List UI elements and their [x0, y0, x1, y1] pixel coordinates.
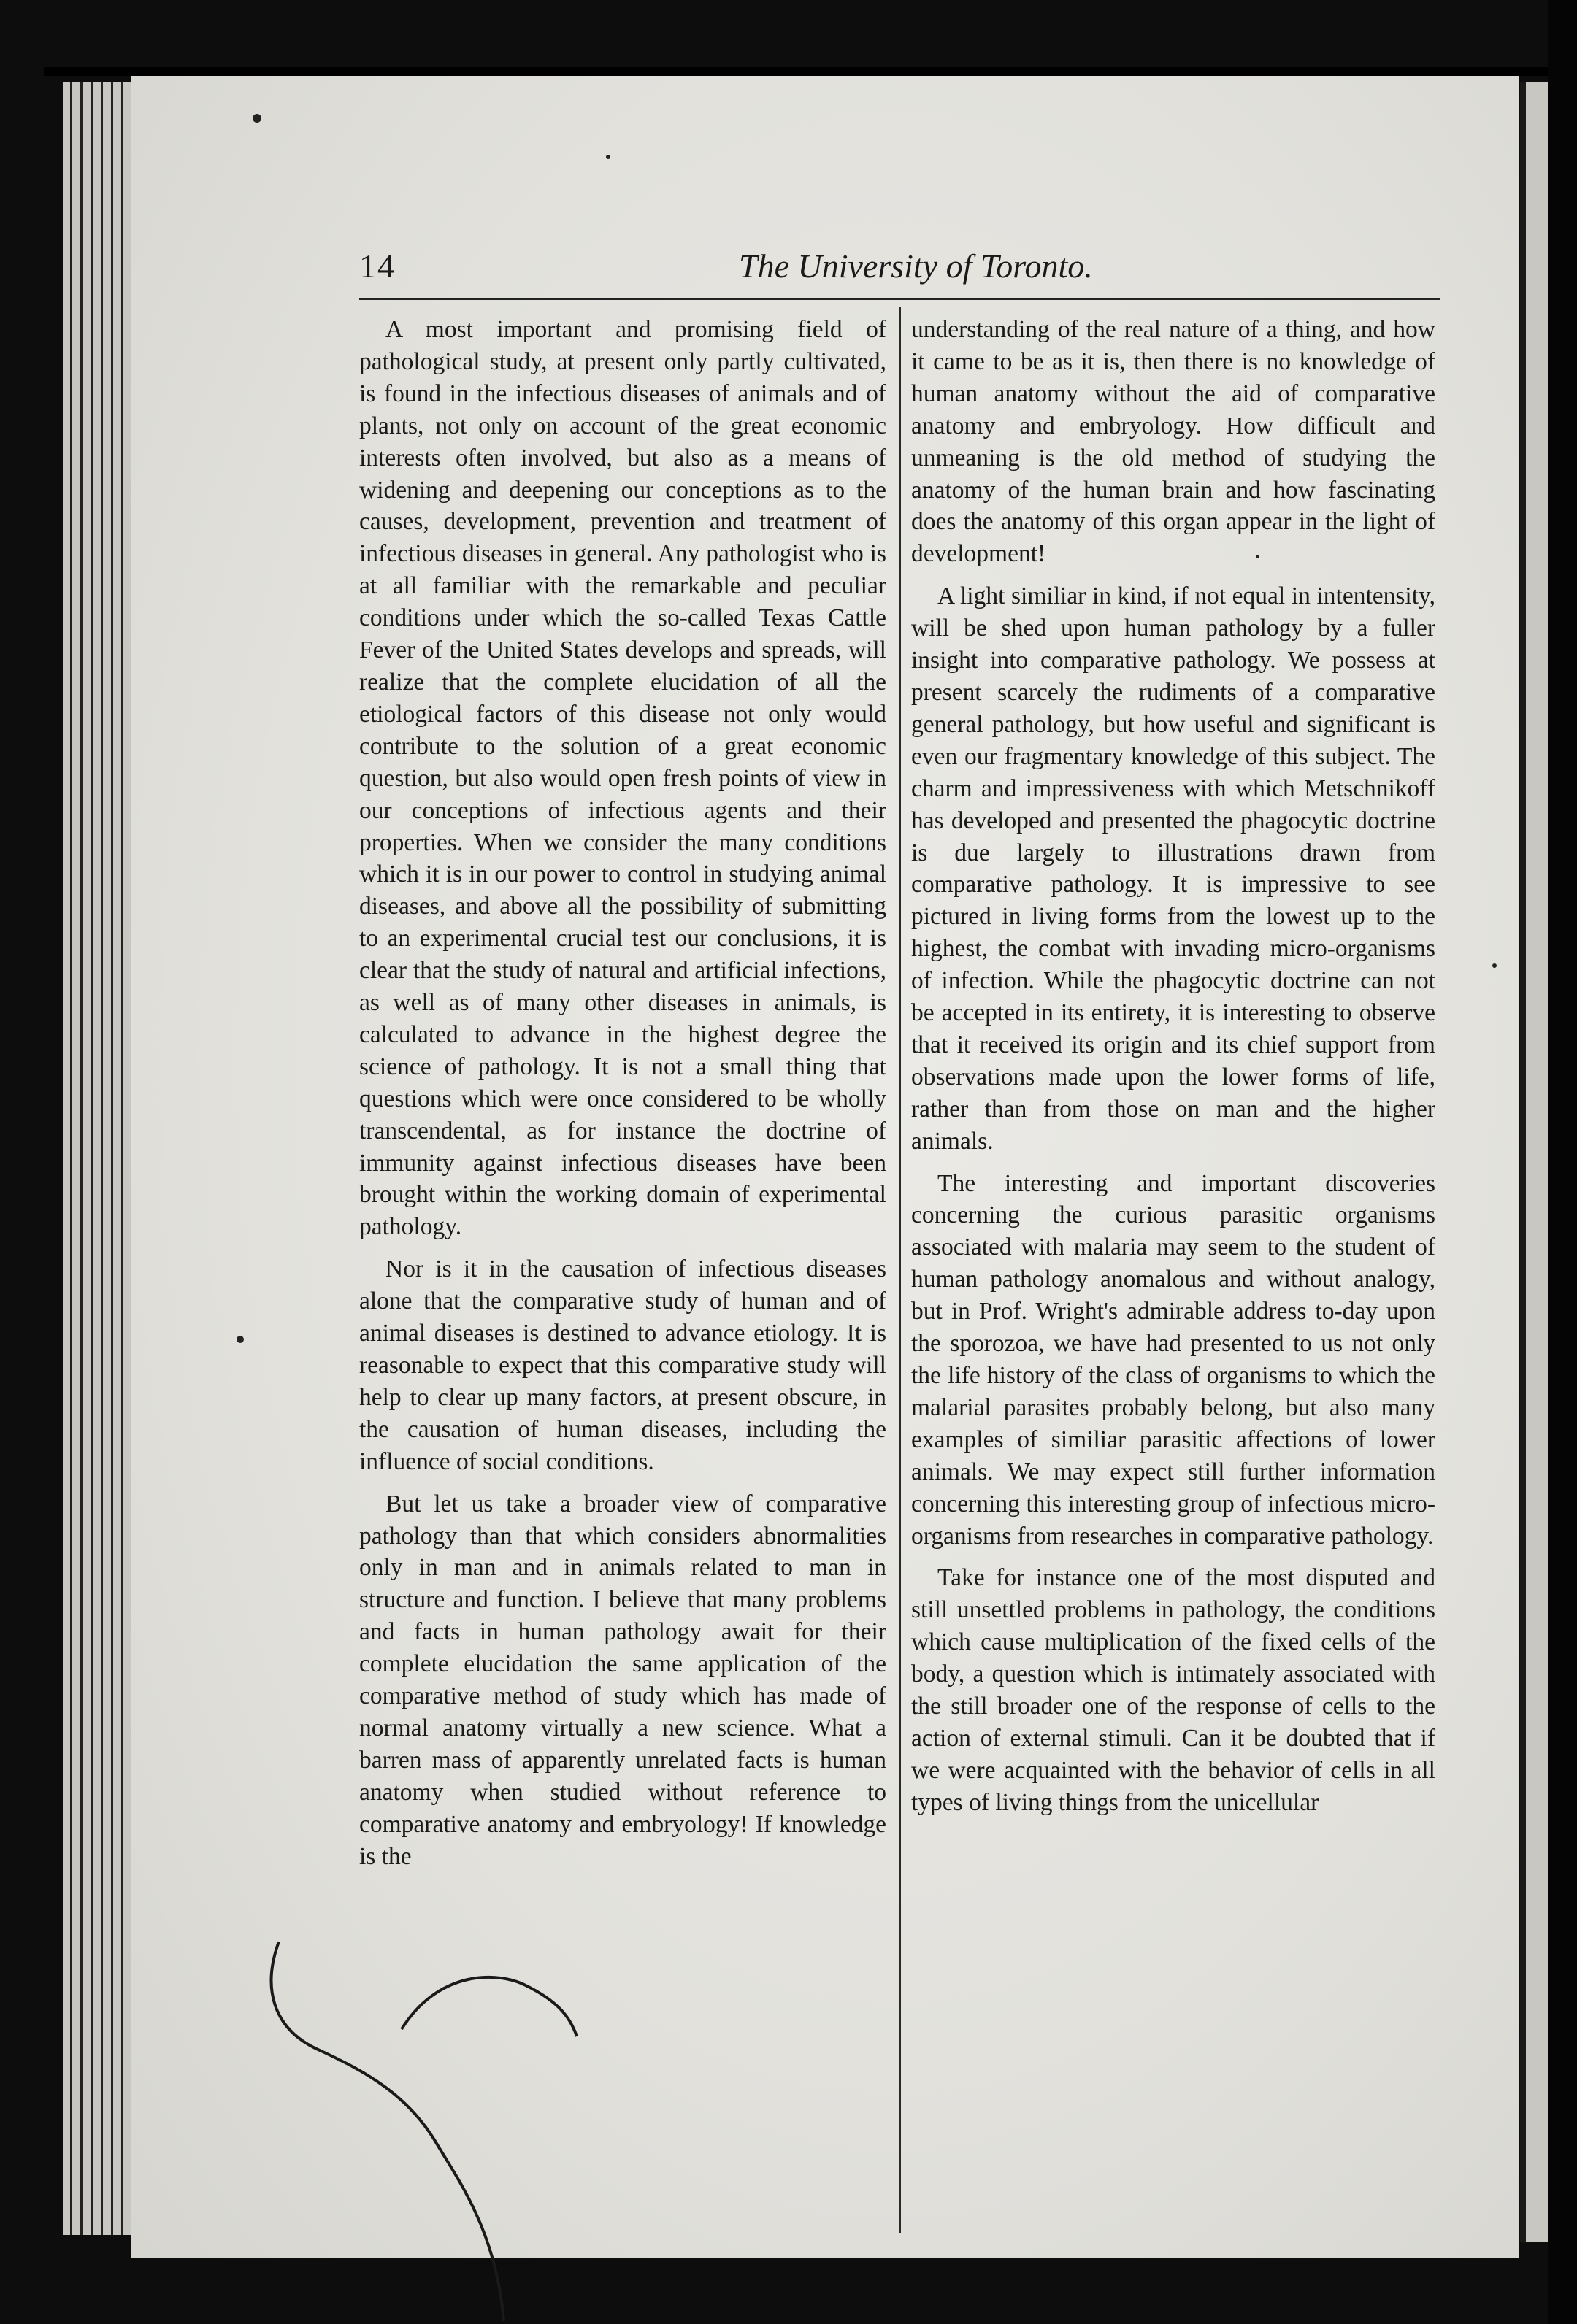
left-column — [359, 314, 886, 1883]
paragraph: The interesting and important discoveries concerning the curious parasitic organisms associated with malaria may seem to the student of human pathology anomalous and without analogy, but in Prof. Wright's admirable address to-day upon the sporozoa, we have had presented to us not only the life history of the class of organisms to which the malarial parasites probably belong, but also many examples of similiar parasitic affections of lower animals. We may expect still further information concerning this interesting group of infectious micro-organisms from researches in comparative pathology. — [911, 1169, 1435, 1550]
paragraph: Take for instance one of the most disputed and still unsettled problems in pathology, the conditions which cause multiplication of the fixed cells of the body, a question which is intimately associated with the still broader one of the response of cells to the action of external stimuli. Can it be doubted that if we were acquainted with the behavior of cells in all types of living things from the unicellular — [911, 1564, 1435, 1816]
paragraph: understanding of the real nature of a thing, and how it came to be as it is, then there is no knowledge of human anatomy without the aid of comparative anatomy and embryology. How difficult and unmeaning is the old method of studying the anatomy of the human brain and how fascinating does the anatomy of this organ appear in the light of development! — [911, 316, 1435, 568]
page-right-edge — [1520, 82, 1526, 2242]
paragraph: A most important and promising field of pathological study, at present only partly cultivated, is found in the infectious diseases of animals and of plants, not only on account of the great economic interests often involved, but also as a means of widening and deepening our conceptions as to the causes, development, prevention and treatment of infectious diseases in general. Any pathologist who is at all familiar with the remarkable and peculiar conditions under which the so-called Texas Cattle Fever of the United States develops and spreads, will realize that the complete elucidation of all the etiological factors of this disease not only would contribute to the solution of a great economic question, but also would open fresh points of view in our conceptions of infectious agents and their properties. When we consider the many conditions which it is in our power to control in studying animal diseases, and above all the possibility of submitting to an experimental crucial test our conclusions, it is clear that the study of natural and artificial infections, as well as of many other diseases in animals, is calculated to advance in the highest degree the science of pathology. It is not a small thing that questions which were once considered to be wholly transcendental, as for instance the doctrine of immunity against infectious diseases have been brought within the working domain of experimental pathology. — [359, 316, 886, 1241]
running-head: The University of Toronto. — [739, 247, 1093, 285]
right-column — [911, 314, 1435, 1829]
scan-right-margin — [1548, 0, 1577, 2324]
header-rule — [359, 298, 1440, 300]
pen-mark — [263, 1942, 642, 2321]
page-header — [359, 241, 1440, 292]
scan-top-border — [44, 67, 1548, 76]
column-divider — [899, 307, 901, 2233]
paragraph: But let us take a broader view of comparative pathology than that which considers abnormalities only in man and in animals related to man in structure and function. I believe that many problems and facts in human pathology await for their complete elucidation the same application of the comparative method of study which has made of normal anatomy virtually a new science. What a barren mass of apparently unrelated facts is human anatomy when studied without reference to comparative anatomy and embryology! If knowledge is the — [359, 1490, 886, 1870]
paragraph: Nor is it in the causation of infectious diseases alone that the comparative study of human and of animal diseases is destined to advance etiology. It is reasonable to expect that this comparative study will help to clear up many factors, at present obscure, in the causation of human diseases, including the influence of social conditions. — [359, 1255, 886, 1475]
paragraph: A light similiar in kind, if not equal in intentensity, will be shed upon human pathology by a fuller insight into comparative pathology. We possess at present scarcely the rudiments of a comparative general pathology, but how useful and significant is even our fragmentary knowledge of this subject. The charm and impressiveness with which Metschnikoff has developed and presented the phagocytic doctrine is due largely to illustrations drawn from comparative pathology. It is impressive to see pictured in living forms from the lowest up to the highest, the combat with invading micro-organisms of infection. While the phagocytic doctrine can not be accepted in its entirety, it is interesting to observe that it received its origin and its chief support from observations made upon the lower forms of life, rather than from those on man and the higher animals. — [911, 582, 1435, 1155]
page-number: 14 — [359, 247, 396, 285]
